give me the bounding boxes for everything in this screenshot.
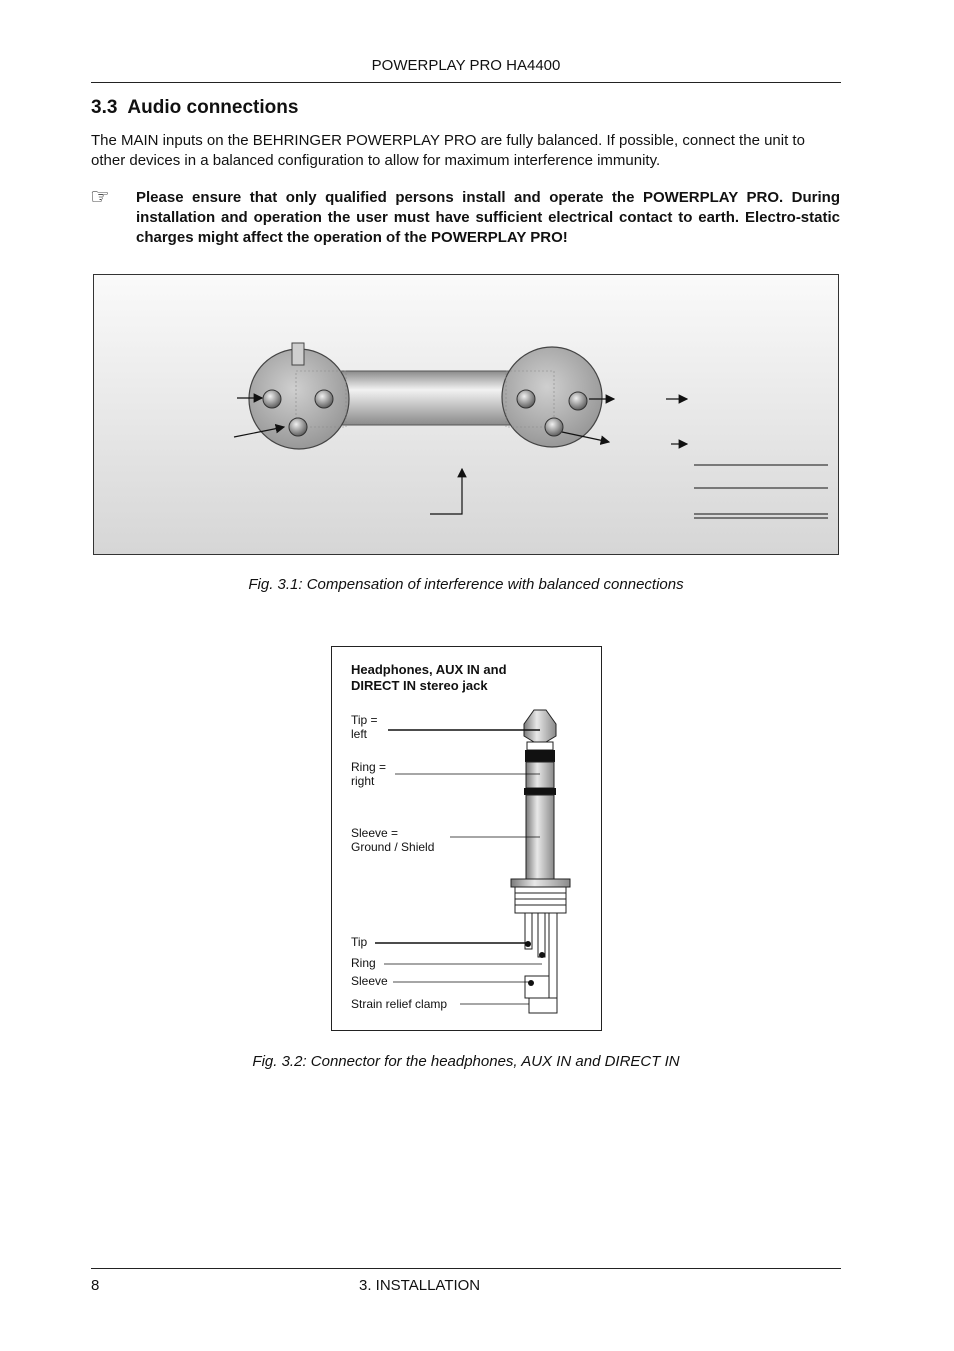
sleeve-solder-tab [525,976,549,998]
intro-paragraph: The MAIN inputs on the BEHRINGER POWERPLAY PRO are fully balanced. If possible, connect the unit to other devices in a balanced configuration to allow for maximum interference immunity. [91,132,805,169]
tip-insulator [527,742,553,750]
label-ring-right-line1: Ring = [351,760,387,774]
section-heading [91,97,298,119]
label-ring-right-line2: right [351,774,375,788]
label-tip-wire: Tip [351,935,368,949]
balanced-diagram-svg [94,275,838,554]
running-header: POWERPLAY PRO HA4400 [371,57,561,74]
insulator-ring-2 [524,788,556,795]
page-number: 8 [91,1277,100,1294]
strain-relief-clamp [529,998,557,1013]
jack-plug-drawing [331,646,600,1029]
arrow-interference [430,469,462,514]
ring-lug [538,913,545,957]
jack-ring [526,762,554,788]
xlr-plug-left [249,343,349,449]
section-number: 3.3 [91,97,118,118]
header-rule [91,82,841,83]
label-sleeve-line1: Sleeve = [351,826,399,840]
section-title: Audio connections [127,97,299,118]
balanced-connection-diagram [93,274,839,555]
label-ring-wire: Ring [351,956,376,970]
jack-collar [511,879,570,887]
safety-note: Please ensure that only qualified persons install and operate the POWERPLAY PRO. During installation and operation the user must have sufficient electrical contact to earth. Electro-static charges might affect the operation of the POWERPLAY PRO! [136,189,840,246]
stereo-jack-title-line2: DIRECT IN stereo jack [351,678,488,693]
xlr-plug-right [502,347,602,447]
pointing-hand-icon: ☞ [90,184,110,209]
label-strain-relief-clamp: Strain relief clamp [351,997,448,1011]
jack-tip [524,710,556,742]
footer-chapter: 3. INSTALLATION [359,1277,481,1294]
label-tip-left-line1: Tip = [351,713,378,727]
figure2-caption: Fig. 3.2: Connector for the headphones, AUX IN and DIRECT IN [252,1053,680,1070]
jack-thread [515,887,566,913]
label-sleeve-line2: Ground / Shield [351,840,435,854]
footer-rule [91,1268,841,1269]
insulator-ring [525,750,555,762]
label-sleeve-wire: Sleeve [351,974,388,988]
label-tip-left-line2: left [351,727,368,741]
stereo-jack-title-line1: Headphones, AUX IN and [351,662,507,677]
figure1-caption: Fig. 3.1: Compensation of interference with balanced connections [248,576,684,593]
